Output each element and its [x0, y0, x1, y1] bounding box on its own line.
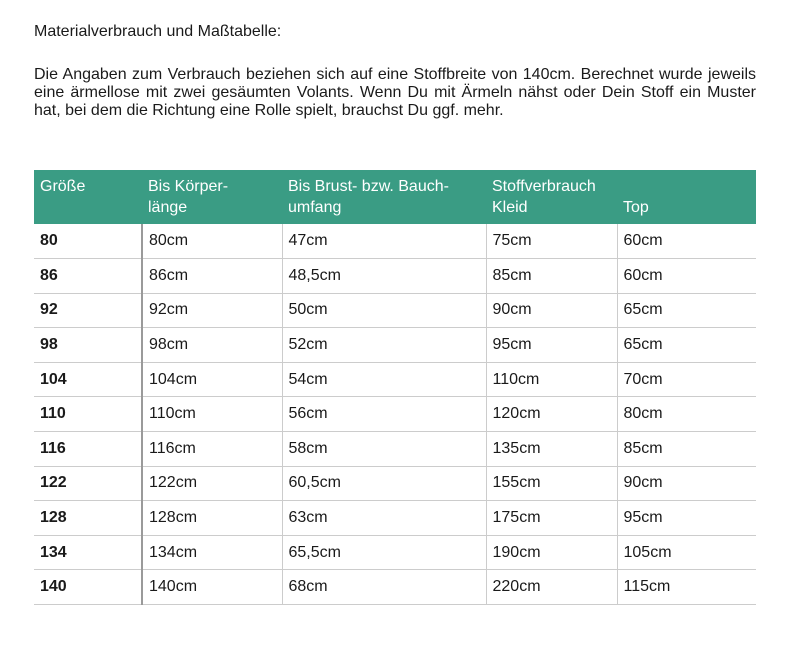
body-length-cell: 98cm [142, 328, 282, 363]
dress-cell: 90cm [486, 293, 617, 328]
size-cell: 92 [34, 293, 142, 328]
table-row [34, 224, 756, 259]
chest-cell: 48,5cm [282, 259, 486, 294]
body-length-cell: 140cm [142, 570, 282, 605]
size-cell: 98 [34, 328, 142, 363]
table-row [34, 570, 756, 605]
chest-cell: 63cm [282, 501, 486, 536]
size-cell: 128 [34, 501, 142, 536]
body-length-cell: 116cm [142, 432, 282, 467]
header-row [34, 170, 756, 224]
size-cell: 116 [34, 432, 142, 467]
header-top: Top [623, 199, 649, 216]
top-cell: 60cm [617, 224, 756, 259]
table-row [34, 259, 756, 294]
header-chest [282, 170, 486, 224]
size-cell: 110 [34, 397, 142, 432]
chest-cell: 47cm [282, 224, 486, 259]
header-body-length-line1: Bis Körper- [148, 178, 229, 195]
table-row [34, 501, 756, 536]
size-cell: 104 [34, 362, 142, 397]
size-cell: 140 [34, 570, 142, 605]
size-cell: 80 [34, 224, 142, 259]
size-cell: 86 [34, 259, 142, 294]
top-cell: 65cm [617, 293, 756, 328]
top-cell: 115cm [617, 570, 756, 605]
table-row [34, 432, 756, 467]
header-dress-label: Kleid [492, 199, 528, 216]
dress-cell: 155cm [486, 466, 617, 501]
table-row [34, 466, 756, 501]
header-chest-line1: Bis Brust- bzw. Bauch- [288, 178, 449, 195]
body-length-cell: 80cm [142, 224, 282, 259]
body-length-cell: 92cm [142, 293, 282, 328]
body-length-cell: 104cm [142, 362, 282, 397]
header-fabric-group: Stoffverbrauch [492, 178, 596, 195]
table-row [34, 328, 756, 363]
top-cell: 65cm [617, 328, 756, 363]
chest-cell: 54cm [282, 362, 486, 397]
header-body-length [142, 170, 282, 224]
table-header [34, 170, 756, 224]
dress-cell: 75cm [486, 224, 617, 259]
dress-cell: 190cm [486, 535, 617, 570]
top-cell: 95cm [617, 501, 756, 536]
header-size: Größe [40, 178, 86, 195]
header-dress [486, 170, 617, 224]
dress-cell: 110cm [486, 362, 617, 397]
body-length-cell: 128cm [142, 501, 282, 536]
table-row [34, 293, 756, 328]
top-cell: 90cm [617, 466, 756, 501]
dress-cell: 220cm [486, 570, 617, 605]
chest-cell: 58cm [282, 432, 486, 467]
chest-cell: 65,5cm [282, 535, 486, 570]
top-cell: 60cm [617, 259, 756, 294]
size-table [34, 170, 756, 605]
dress-cell: 85cm [486, 259, 617, 294]
body-length-cell: 86cm [142, 259, 282, 294]
chest-cell: 68cm [282, 570, 486, 605]
chest-cell: 52cm [282, 328, 486, 363]
dress-cell: 120cm [486, 397, 617, 432]
table-body [34, 224, 756, 605]
body-length-cell: 122cm [142, 466, 282, 501]
top-cell: 80cm [617, 397, 756, 432]
page-title: Materialverbrauch und Maßtabelle: [34, 23, 282, 40]
intro-paragraph: Die Angaben zum Verbrauch beziehen sich auf eine Stoffbreite von 140cm. Berechnet wurde jeweils eine ärmellose mit zwei gesäumten Volants. Wenn Du mit Ärmeln nähst oder Dein Stoff ein Muster hat, bei dem die Richtung eine Rolle spielt, brauchst Du ggf. mehr. [34, 66, 756, 119]
table-row [34, 362, 756, 397]
top-cell: 105cm [617, 535, 756, 570]
body-length-cell: 110cm [142, 397, 282, 432]
dress-cell: 135cm [486, 432, 617, 467]
chest-cell: 60,5cm [282, 466, 486, 501]
dress-cell: 175cm [486, 501, 617, 536]
top-cell: 70cm [617, 362, 756, 397]
table-row [34, 397, 756, 432]
size-cell: 122 [34, 466, 142, 501]
chest-cell: 56cm [282, 397, 486, 432]
body-length-cell: 134cm [142, 535, 282, 570]
header-body-length-line2: länge [148, 199, 188, 216]
table-row [34, 535, 756, 570]
top-cell: 85cm [617, 432, 756, 467]
chest-cell: 50cm [282, 293, 486, 328]
dress-cell: 95cm [486, 328, 617, 363]
size-cell: 134 [34, 535, 142, 570]
header-chest-line2: umfang [288, 199, 342, 216]
